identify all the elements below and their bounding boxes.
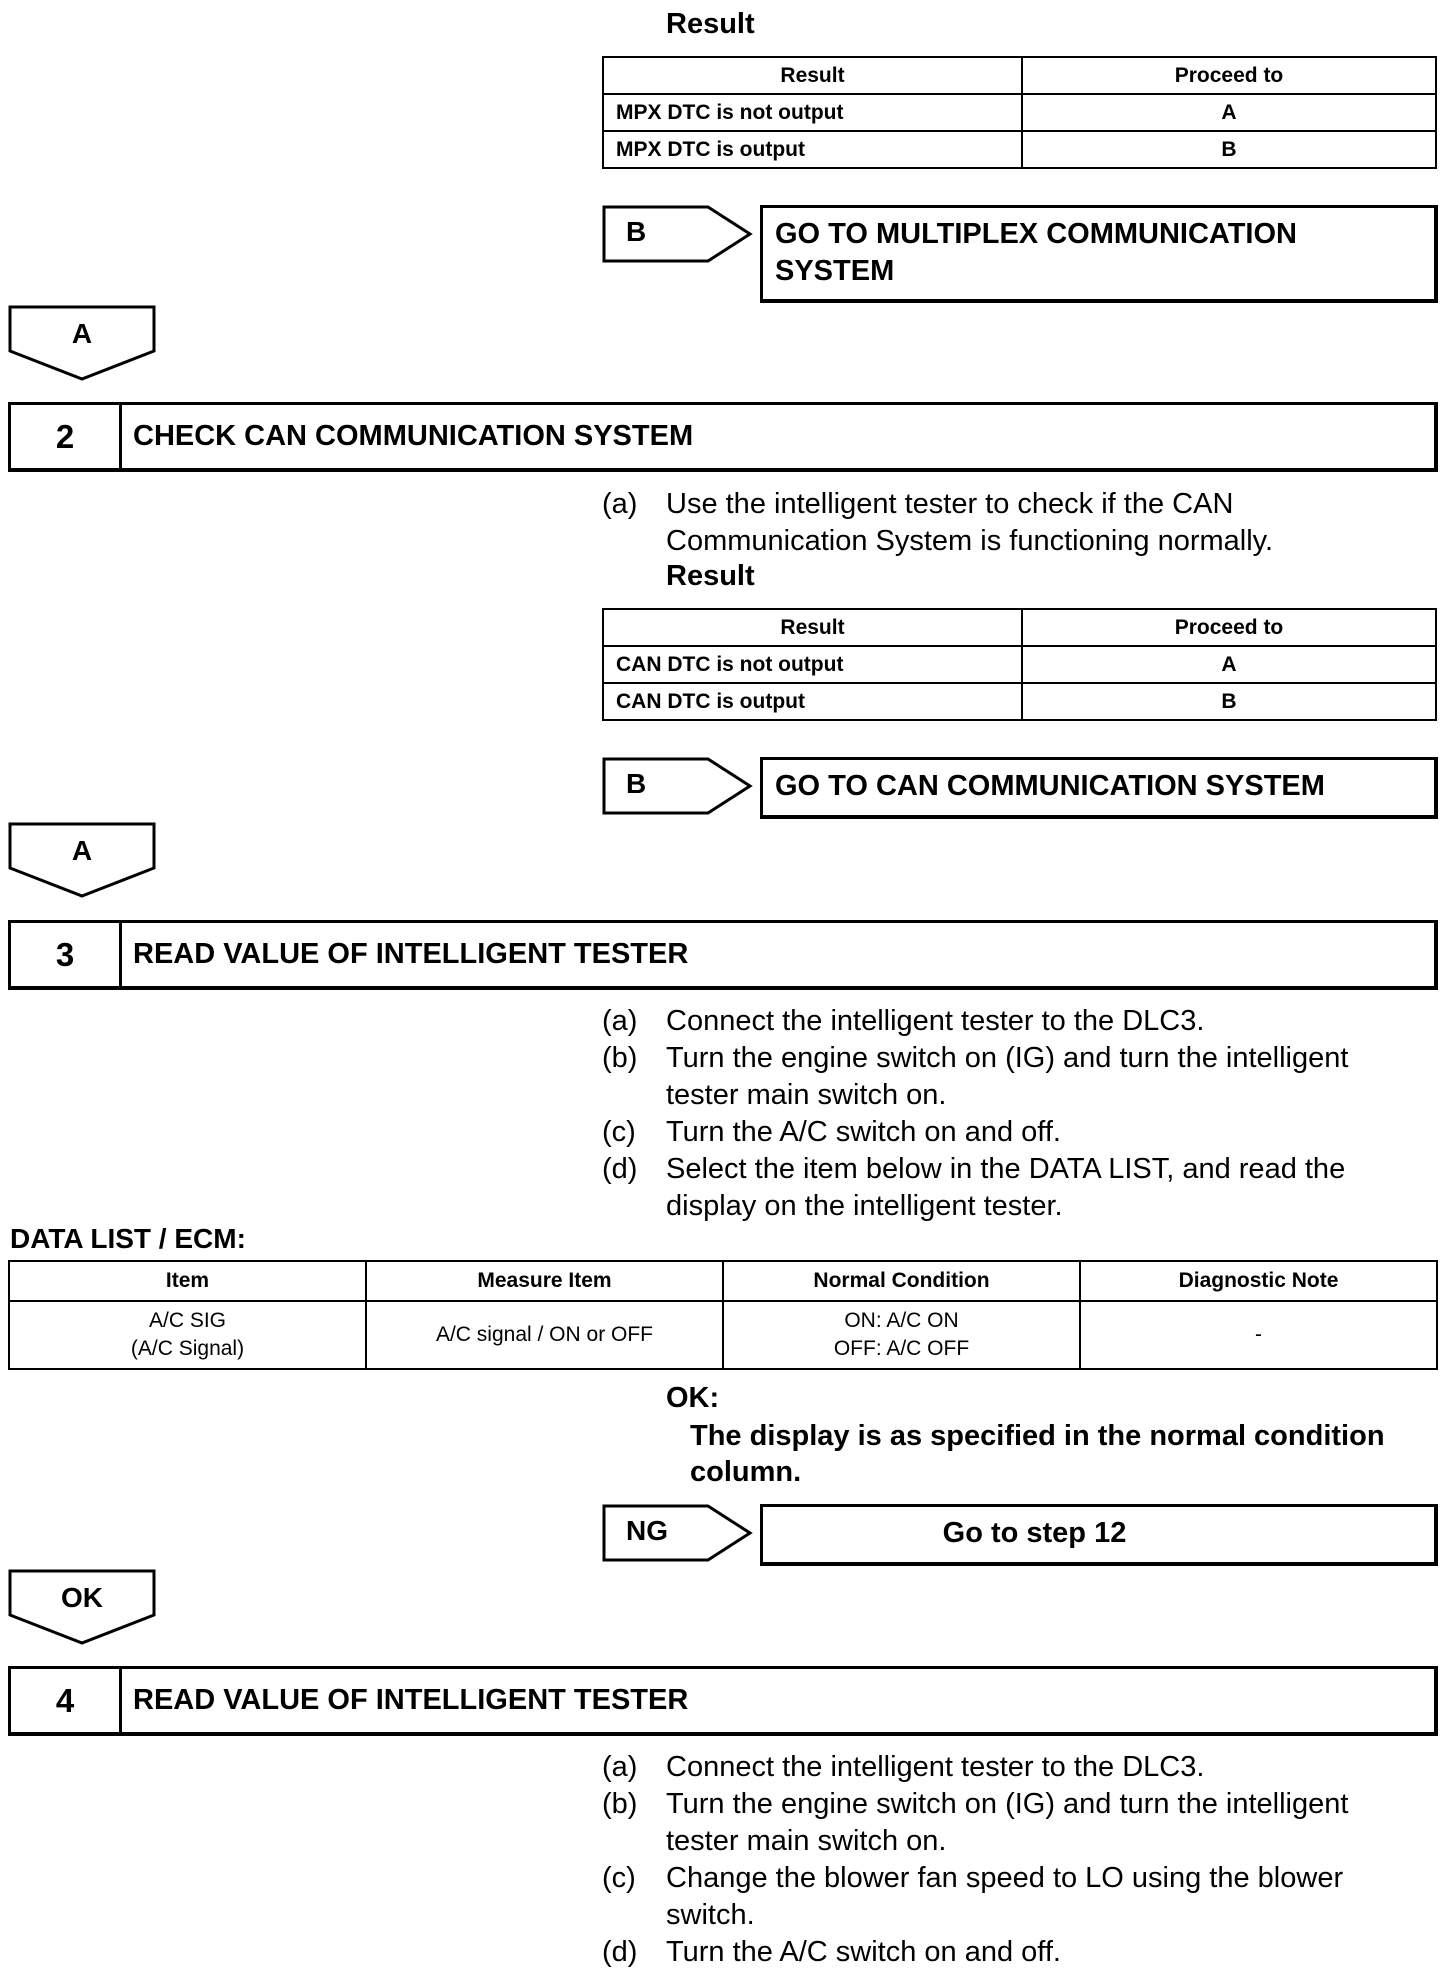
table-cell: MPX DTC is not output [603,94,1022,131]
list-marker: (c) [602,1116,636,1148]
cell-line: ON: A/C ON [844,1309,959,1332]
table-cell: B [1022,131,1436,168]
table-cell: A [1022,94,1436,131]
step-3-header [8,920,1438,990]
list-item [602,1151,1422,1225]
list-marker: (b) [602,1042,638,1074]
list-text: Turn the engine switch on (IG) and turn the intelligent tester main switch on. [666,1788,1349,1857]
step-number: 2 [11,405,122,468]
list-text: Turn the A/C switch on and off. [666,1936,1061,1968]
list-item [602,1040,1422,1114]
branch-label: NG [626,1515,668,1546]
table-row [603,646,1436,683]
list-item [602,486,1422,560]
table-cell: - [1080,1301,1437,1369]
step-title: READ VALUE OF INTELLIGENT TESTER [133,1684,689,1716]
cell-line: OFF: A/C OFF [833,1337,970,1360]
goto-can-box[interactable] [760,757,1438,819]
column-header: Measure Item [366,1261,723,1301]
table-cell: CAN DTC is output [603,683,1022,720]
table-cell: CAN DTC is not output [603,646,1022,683]
step-title: READ VALUE OF INTELLIGENT TESTER [133,938,689,970]
result-table [602,608,1437,721]
goto-multiplex-box[interactable] [760,205,1438,303]
step-2-header [8,402,1438,472]
list-text: Turn the A/C switch on and off. [666,1116,1061,1148]
column-header: Normal Condition [723,1261,1080,1301]
table-cell [9,1301,366,1369]
cell-line: A/C SIG [148,1309,227,1332]
list-item [602,1749,1422,1786]
list-marker: (d) [602,1936,638,1968]
goto-text: GO TO CAN COMMUNICATION SYSTEM [775,770,1325,802]
goto-text: SYSTEM [775,255,895,287]
result-table [602,56,1437,169]
list-text: Connect the intelligent tester to the DLC3. [666,1751,1205,1783]
list-text: Select the item below in the DATA LIST, and read the display on the intelligent tester. [666,1153,1346,1222]
list-marker: (a) [602,488,638,520]
branch-label: B [626,768,647,799]
step-title: CHECK CAN COMMUNICATION SYSTEM [133,420,694,452]
list-item [602,1786,1422,1860]
list-text: Connect the intelligent tester to the DLC3. [666,1005,1205,1037]
column-header: Proceed to [1022,57,1436,94]
continue-label: A [71,318,93,349]
table-row [603,94,1436,131]
table-row [603,683,1436,720]
branch-label: B [626,216,647,247]
instruction-list [602,486,1422,560]
table-row [9,1301,1437,1369]
step-4-header [8,1666,1438,1736]
goto-text: Go to step 12 [942,1517,1127,1549]
goto-text: GO TO MULTIPLEX COMMUNICATION [775,218,1297,250]
table-cell: A [1022,646,1436,683]
continue-label: OK [61,1582,103,1613]
list-item [602,1114,1422,1151]
step-number: 4 [11,1669,122,1732]
column-header: Item [9,1261,366,1301]
cell-line: (A/C Signal) [130,1337,245,1360]
table-cell: MPX DTC is output [603,131,1022,168]
column-header: Diagnostic Note [1080,1261,1437,1301]
list-marker: (c) [602,1862,636,1894]
branch-arrow-icon [602,757,752,815]
branch-arrow-icon [602,205,752,263]
list-marker: (a) [602,1005,638,1037]
column-header: Proceed to [1022,609,1436,646]
list-marker: (b) [602,1788,638,1820]
instruction-list [602,1749,1422,1971]
list-item [602,1860,1422,1934]
table-cell: A/C signal / ON or OFF [366,1301,723,1369]
continue-label: A [71,835,93,866]
instruction-list [602,1003,1422,1225]
table-cell [723,1301,1080,1369]
list-item [602,1934,1422,1971]
table-cell: B [1022,683,1436,720]
column-header: Result [603,57,1022,94]
list-text: Turn the engine switch on (IG) and turn the intelligent tester main switch on. [666,1042,1349,1111]
step-number: 3 [11,923,122,986]
list-marker: (d) [602,1153,638,1185]
table-row [603,131,1436,168]
branch-arrow-icon [602,1504,752,1562]
data-list-table [8,1260,1438,1370]
list-text: Change the blower fan speed to LO using the blower switch. [666,1862,1344,1931]
list-text: Use the intelligent tester to check if the CAN Communication System is functioning normally. [666,488,1274,557]
list-marker: (a) [602,1751,638,1783]
goto-step-12-box[interactable] [760,1504,1438,1566]
list-item [602,1003,1422,1040]
data-list-title: DATA LIST / ECM: [10,1223,246,1254]
ok-text: The display is as specified in the normal condition column. [690,1420,1385,1488]
column-header: Result [603,609,1022,646]
result-label: Result [666,560,755,592]
ok-label: OK: [666,1382,720,1414]
result-label: Result [666,8,755,40]
